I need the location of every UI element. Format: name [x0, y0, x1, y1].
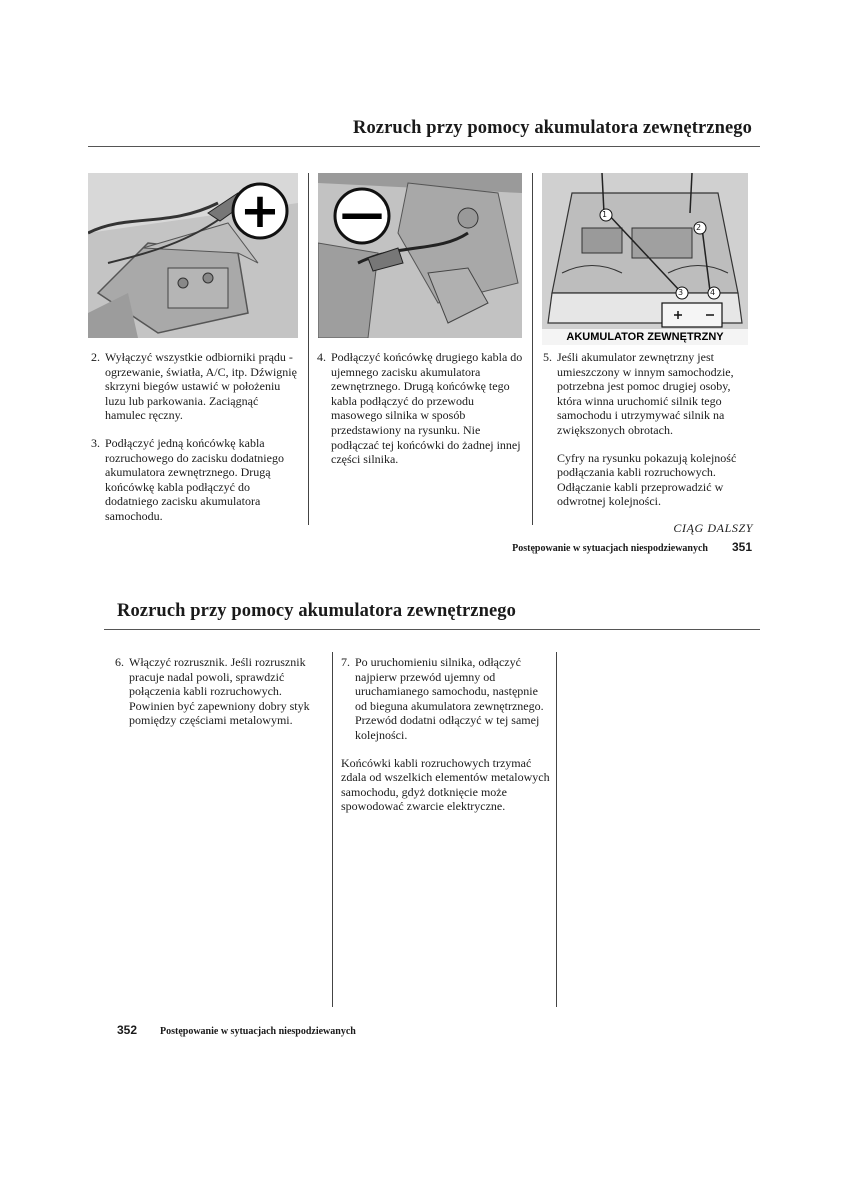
step-text: Po uruchomieniu silnika, odłączyć najpierw przewód ujemny od uruchamianego samochodu, następnie od bieguna akumulatora zewnętrznego. Przewód dodatni odłączyć w tej samej kolejności.: [355, 655, 544, 742]
column-divider: [308, 173, 309, 525]
page-number-352: 352: [117, 1023, 138, 1037]
step-number: 6.: [115, 655, 124, 669]
text-column-3: [543, 350, 753, 536]
column-divider: [556, 652, 557, 1007]
title-rule-bottom: [104, 629, 760, 630]
page-title-top: Rozruch przy pomocy akumulatora zewnętrznego: [353, 118, 752, 138]
column-divider: [332, 652, 333, 1007]
text-column-1: [91, 350, 299, 537]
title-rule-top: [88, 146, 760, 147]
step-item: [91, 436, 299, 524]
page-title-bottom: Rozruch przy pomocy akumulatora zewnętrznego: [117, 601, 516, 621]
step-number: 5.: [543, 350, 552, 364]
plus-sign-icon: +: [239, 183, 281, 239]
step-item: [115, 655, 325, 728]
cable-number-3: 3: [678, 288, 684, 297]
note-paragraph: Końcówki kabli rozruchowych trzymać zdala od wszelkich elementów metalowych samochodu, gdyż dotknięcie może spowodować zwarcie elektryczne.: [341, 755, 550, 814]
page-number-351: 351: [731, 540, 752, 554]
text-column-2: [317, 350, 525, 480]
step-item: [543, 350, 753, 438]
step-text: Podłączyć jedną końcówkę kabla rozruchowego do zacisku dodatniego akumulatora zewnętrznego. Drugą końcówkę kabla podłączyć do dodatniego zacisku akumulatora samochodu.: [105, 435, 284, 523]
minus-sign-icon: —: [340, 188, 384, 239]
column-divider: [532, 173, 533, 525]
note-paragraph: Cyfry na rysunku pokazują kolejność podłączania kabli rozruchowych. Odłączanie kabli przeprowadzić w odwrotnej kolejności.: [557, 450, 737, 509]
step-text: Jeśli akumulator zewnętrzny jest umieszczony w innym samochodzie, potrzebna jest pomoc drugiej osoby, która winna uruchomić silnik tego samochodu i utrzymywać silnik na zwiększonych obrotach.: [557, 350, 734, 437]
step-number: 4.: [317, 350, 326, 364]
step-item: [317, 350, 525, 467]
photo-positive-terminal: [88, 173, 298, 338]
footer-section-title: Postępowanie w sytuacjach niespodziewanych: [160, 1026, 356, 1037]
continued-label: CIĄG DALSZY: [673, 520, 753, 535]
photo-negative-ground: [318, 173, 522, 338]
cable-number-4: 4: [710, 288, 716, 297]
step-text: Wyłączyć wszystkie odbiorniki prądu - ogrzewanie, światła, A/C, itp. Dźwignię skrzyni biegów ustawić w położeniu luzu lub parkowania. Zaciągnąć hamulec ręczny.: [105, 350, 297, 423]
footer-section-title: Postępowanie w sytuacjach niespodziewanych: [512, 543, 708, 554]
step-number: 7.: [341, 655, 350, 669]
step-item: [341, 655, 551, 743]
step-item: [91, 350, 299, 423]
external-battery-label: AKUMULATOR ZEWNĘTRZNY: [542, 329, 748, 345]
text-column-bottom-1: [115, 655, 325, 741]
step-number: 2.: [91, 350, 100, 364]
text-column-bottom-2: [341, 655, 551, 826]
cable-number-2: 2: [696, 223, 702, 232]
photo-engine-bay-diagram: [542, 173, 748, 345]
step-number: 3.: [91, 435, 100, 450]
step-text: Podłączyć końcówkę drugiego kabla do ujemnego zacisku akumulatora zewnętrznego. Drugą końcówkę tego kabla podłączyć do przewodu masowego silnika w sposób przedstawiony na rysunku. Nie podłączać tej końcówki do żadnej innej części silnika.: [331, 350, 523, 467]
step-text: Włączyć rozrusznik. Jeśli rozrusznik pracuje nadal powoli, sprawdzić połączenia kabli rozruchowych. Powinien być zapewniony dobry styk pomiędzy częściami metalowymi.: [129, 655, 310, 728]
cable-number-1: 1: [602, 210, 608, 219]
